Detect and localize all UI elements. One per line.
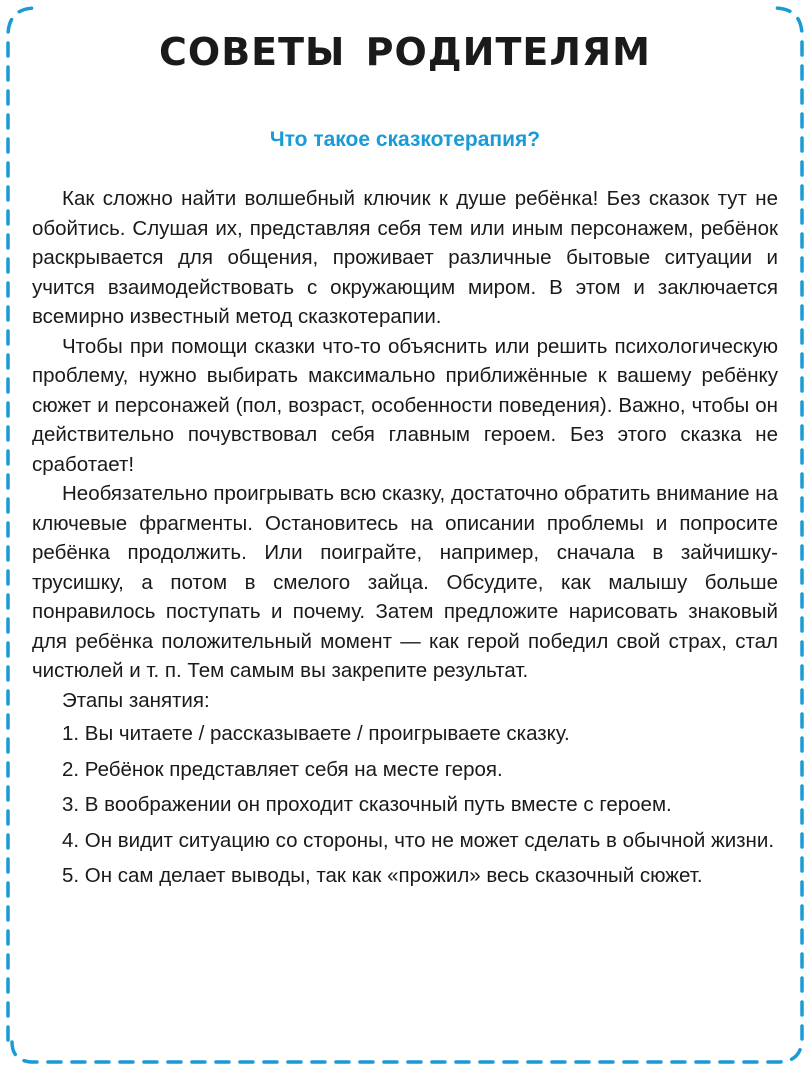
- stage-item: 3. В воображении он проходит сказочный путь вместе с героем.: [62, 793, 672, 816]
- section-subtitle: Что такое сказкотерапия?: [269, 128, 541, 151]
- article-body: [32, 184, 778, 891]
- stage-item: 2. Ребёнок представляет себя на месте героя.: [62, 757, 503, 781]
- stages-heading: Этапы занятия:: [62, 688, 210, 712]
- stage-item: 4. Он видит ситуацию со стороны, что не может сделать в обычной жизни.: [62, 828, 775, 852]
- paragraph: Чтобы при помощи сказки что-то объяснить или решить психологическую проблему, нужно выбирать максимально приближённые к вашему ребёнку сюжет и персонажей (пол, возраст, особенности поведения). Важно, чтобы он действительно почувствовал себя главным героем. Без этого сказка не сработает!: [32, 334, 778, 476]
- stage-item: 1. Вы читаете / рассказываете / проигрываете сказку.: [62, 722, 570, 745]
- page-title: СОВЕТЫ РОДИТЕЛЯМ: [159, 30, 651, 74]
- paragraph: Необязательно проигрывать всю сказку, достаточно обратить внимание на ключевые фрагменты. Остановитесь на описании проблемы и попросите ребёнка продолжить. Или поиграйте, например, сначала в зайчишку-трусишку, а потом в смелого зайца. Обсудите, как малышу больше понравилось поступать и почему. Затем предложите нарисовать знаковый для ребёнка положительный момент — как герой победил свой страх, стал чистюлей и т. п. Тем самым вы закрепите результат.: [32, 482, 778, 682]
- stage-item: 5. Он сам делает выводы, так как «прожил» весь сказочный сюжет.: [62, 864, 703, 887]
- paragraph: Как сложно найти волшебный ключик к душе ребёнка! Без сказок тут не обойтись. Слушая их, представляя себя тем или иным персонажем, ребёнок раскрывается для общения, проживает различные бытовые ситуации и учится взаимодействовать с окружающим миром. В этом и заключается всемирно известный метод сказкотерапии.: [32, 187, 778, 328]
